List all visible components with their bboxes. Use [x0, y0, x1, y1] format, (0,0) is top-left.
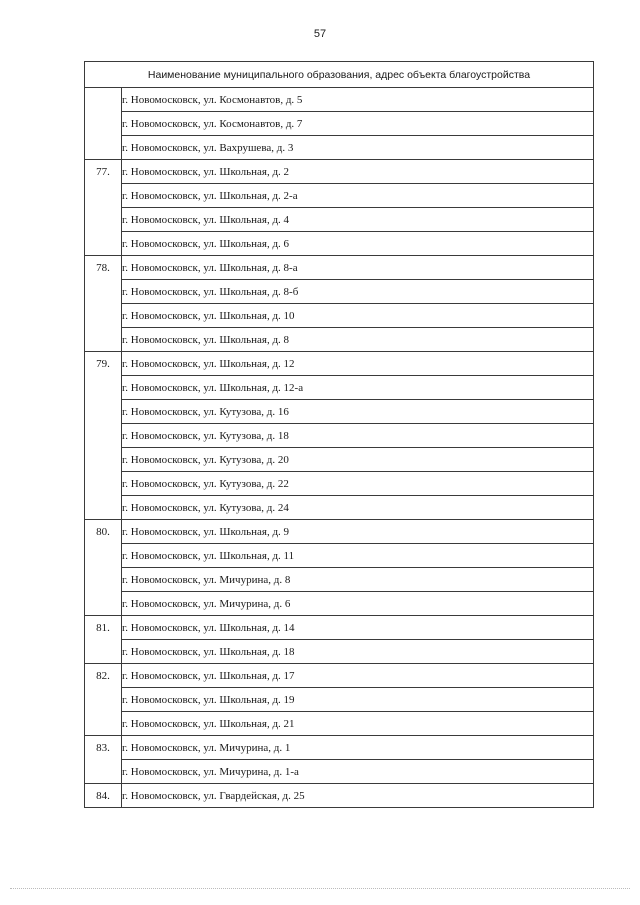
table-row	[85, 328, 594, 352]
table-header-row	[85, 62, 594, 88]
row-number	[85, 304, 122, 328]
row-number	[85, 544, 122, 568]
row-number: 81.	[85, 616, 122, 640]
table-row	[85, 88, 594, 112]
table-row	[85, 640, 594, 664]
row-address: г. Новомосковск, ул. Кутузова, д. 24	[122, 496, 594, 520]
row-number	[85, 592, 122, 616]
row-address: г. Новомосковск, ул. Школьная, д. 8-а	[122, 256, 594, 280]
row-number	[85, 280, 122, 304]
row-number	[85, 688, 122, 712]
table-row	[85, 712, 594, 736]
row-number	[85, 448, 122, 472]
row-address: г. Новомосковск, ул. Школьная, д. 19	[122, 688, 594, 712]
row-number	[85, 760, 122, 784]
table-row	[85, 736, 594, 760]
row-address: г. Новомосковск, ул. Мичурина, д. 1-а	[122, 760, 594, 784]
page-number: 57	[313, 28, 327, 40]
row-number	[85, 112, 122, 136]
row-address: г. Новомосковск, ул. Кутузова, д. 18	[122, 424, 594, 448]
table-row	[85, 544, 594, 568]
table-row	[85, 256, 594, 280]
row-address: г. Новомосковск, ул. Школьная, д. 12	[122, 352, 594, 376]
row-address: г. Новомосковск, ул. Вахрушева, д. 3	[122, 136, 594, 160]
table-row	[85, 616, 594, 640]
row-number	[85, 376, 122, 400]
table-row	[85, 760, 594, 784]
row-address: г. Новомосковск, ул. Школьная, д. 11	[122, 544, 594, 568]
scan-artifact-line	[10, 888, 630, 890]
row-number	[85, 496, 122, 520]
row-number	[85, 328, 122, 352]
table-row	[85, 112, 594, 136]
table-row	[85, 232, 594, 256]
row-address: г. Новомосковск, ул. Школьная, д. 8-б	[122, 280, 594, 304]
row-number: 82.	[85, 664, 122, 688]
row-address: г. Новомосковск, ул. Мичурина, д. 8	[122, 568, 594, 592]
table-row	[85, 160, 594, 184]
row-address: г. Новомосковск, ул. Школьная, д. 9	[122, 520, 594, 544]
table-row	[85, 688, 594, 712]
row-number: 79.	[85, 352, 122, 376]
row-number	[85, 712, 122, 736]
row-address: г. Новомосковск, ул. Кутузова, д. 20	[122, 448, 594, 472]
table-row	[85, 784, 594, 808]
table-row	[85, 208, 594, 232]
table-row	[85, 448, 594, 472]
table-row	[85, 496, 594, 520]
row-number	[85, 208, 122, 232]
row-address: г. Новомосковск, ул. Кутузова, д. 22	[122, 472, 594, 496]
row-number	[85, 184, 122, 208]
table-row	[85, 664, 594, 688]
table-body	[85, 88, 594, 808]
row-address: г. Новомосковск, ул. Школьная, д. 2-а	[122, 184, 594, 208]
table-row	[85, 520, 594, 544]
row-number	[85, 568, 122, 592]
row-address: г. Новомосковск, ул. Школьная, д. 8	[122, 328, 594, 352]
row-address: г. Новомосковск, ул. Школьная, д. 17	[122, 664, 594, 688]
row-number: 84.	[85, 784, 122, 808]
row-address: г. Новомосковск, ул. Кутузова, д. 16	[122, 400, 594, 424]
table-row	[85, 136, 594, 160]
table-row	[85, 568, 594, 592]
row-number: 78.	[85, 256, 122, 280]
table-row	[85, 592, 594, 616]
address-table	[84, 61, 594, 808]
row-number: 83.	[85, 736, 122, 760]
row-address: г. Новомосковск, ул. Школьная, д. 12-а	[122, 376, 594, 400]
table-row	[85, 376, 594, 400]
table-row	[85, 424, 594, 448]
table-row	[85, 352, 594, 376]
row-address: г. Новомосковск, ул. Школьная, д. 21	[122, 712, 594, 736]
row-number: 77.	[85, 160, 122, 184]
row-number	[85, 640, 122, 664]
row-number	[85, 400, 122, 424]
row-number	[85, 424, 122, 448]
row-address: г. Новомосковск, ул. Космонавтов, д. 5	[122, 88, 594, 112]
row-number	[85, 136, 122, 160]
row-number: 80.	[85, 520, 122, 544]
table-row	[85, 304, 594, 328]
row-address: г. Новомосковск, ул. Мичурина, д. 6	[122, 592, 594, 616]
row-address: г. Новомосковск, ул. Школьная, д. 2	[122, 160, 594, 184]
table-row	[85, 280, 594, 304]
row-address: г. Новомосковск, ул. Мичурина, д. 1	[122, 736, 594, 760]
table-row	[85, 400, 594, 424]
table-header: Наименование муниципального образования, адрес объекта благоустройства	[85, 62, 594, 88]
row-address: г. Новомосковск, ул. Школьная, д. 6	[122, 232, 594, 256]
row-number	[85, 232, 122, 256]
row-address: г. Новомосковск, ул. Школьная, д. 4	[122, 208, 594, 232]
row-address: г. Новомосковск, ул. Школьная, д. 18	[122, 640, 594, 664]
row-address: г. Новомосковск, ул. Школьная, д. 10	[122, 304, 594, 328]
row-number	[85, 88, 122, 112]
table-row	[85, 472, 594, 496]
row-address: г. Новомосковск, ул. Гвардейская, д. 25	[122, 784, 594, 808]
table-row	[85, 184, 594, 208]
row-address: г. Новомосковск, ул. Космонавтов, д. 7	[122, 112, 594, 136]
row-number	[85, 472, 122, 496]
row-address: г. Новомосковск, ул. Школьная, д. 14	[122, 616, 594, 640]
